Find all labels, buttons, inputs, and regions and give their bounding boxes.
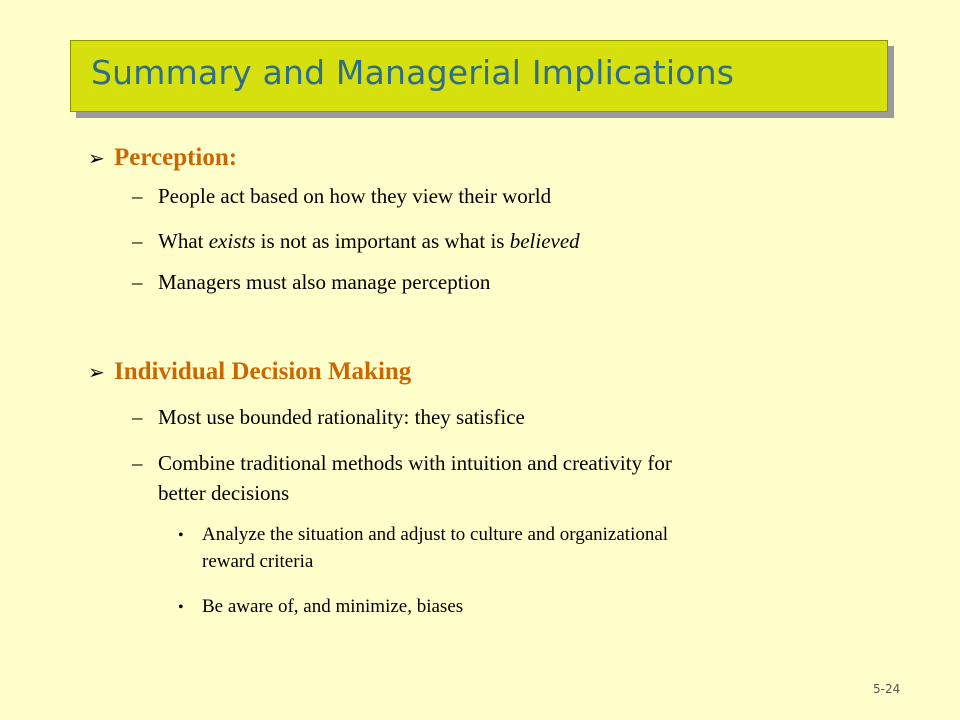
item-text: Managers must also manage perception (158, 270, 491, 294)
subitem-text: Analyze the situation and adjust to culture and organizational (202, 524, 669, 545)
item-text: People act based on how they view their world (158, 184, 552, 208)
list-subitem (178, 522, 668, 575)
dot-bullet-icon: • (178, 527, 184, 544)
dash-marker: – (132, 270, 143, 294)
list-item (132, 405, 525, 430)
heading-label: Perception: (114, 144, 238, 171)
page-number: 5-24 (873, 682, 901, 696)
list-subitem (178, 594, 463, 621)
dash-marker: – (132, 184, 143, 208)
slide-title: Summary and Managerial Implications (91, 53, 735, 92)
list-item (132, 184, 551, 209)
section-heading-perception (88, 144, 237, 172)
item-text-continued: better decisions (158, 481, 290, 505)
item-text: What (158, 229, 209, 253)
emphasis-text: believed (509, 229, 580, 253)
list-item (132, 270, 490, 295)
dash-marker: – (132, 229, 143, 253)
heading-label: Individual Decision Making (114, 358, 412, 385)
list-item (132, 448, 672, 508)
dot-bullet-icon: • (178, 599, 184, 616)
arrow-bullet-icon: ➢ (88, 360, 105, 384)
dash-marker: – (132, 451, 143, 475)
emphasis-text: exists (208, 229, 256, 253)
arrow-bullet-icon: ➢ (88, 146, 105, 170)
item-text: Combine traditional methods with intuition and creativity for (158, 451, 672, 475)
subitem-text-continued: reward criteria (202, 551, 314, 572)
section-heading-decision-making (88, 358, 411, 386)
subitem-text: Be aware of, and minimize, biases (202, 596, 464, 617)
item-text: Most use bounded rationality: they satisfice (158, 405, 525, 429)
item-text: is not as important as what is (255, 229, 510, 253)
dash-marker: – (132, 405, 143, 429)
list-item (132, 229, 580, 254)
